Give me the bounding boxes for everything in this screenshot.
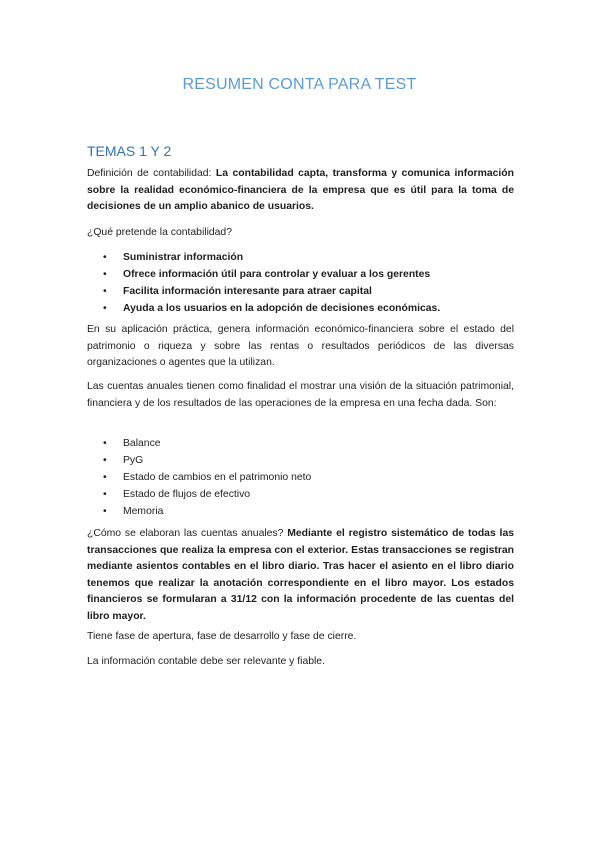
bullet-icon: • bbox=[103, 252, 107, 263]
list-item: • Suministrar información bbox=[87, 249, 514, 266]
list-item: • Ayuda a los usuarios en la adopción de decisiones económicas. bbox=[87, 300, 514, 317]
list-item: • Estado de flujos de efectivo bbox=[87, 486, 514, 503]
elaboration-question: ¿Cómo se elaboran las cuentas anuales? bbox=[87, 528, 288, 539]
list-item: • Estado de cambios en el patrimonio neto bbox=[87, 469, 514, 486]
aims-list bbox=[87, 249, 514, 317]
definition-label: Definición de contabilidad: bbox=[87, 168, 216, 179]
bullet-icon: • bbox=[103, 472, 107, 483]
relevance-paragraph: La información contable debe ser relevante y fiable. bbox=[87, 656, 325, 667]
elaboration-answer: Mediante el registro sistemático de todas las transacciones que realiza la empresa con el exterior. Estas transacciones se registran mediante asientos contables en el libro diario. Tras hacer el asiento en el libro diario tenemos que realizar la anotación correspondiente en el libro mayor. Los estados financieros se formularan a 31/12 con la información procedente de las cuentas del libro mayor. bbox=[87, 528, 514, 622]
bullet-icon: • bbox=[103, 506, 107, 517]
bullet-icon: • bbox=[103, 303, 107, 314]
bullet-icon: • bbox=[103, 438, 107, 449]
phases-paragraph: Tiene fase de apertura, fase de desarrollo y fase de cierre. bbox=[87, 631, 357, 642]
accounts-paragraph: Las cuentas anuales tienen como finalidad el mostrar una visión de la situación patrimonial, financiera y de los resultados de las operaciones de la empresa en una fecha dada. Son: bbox=[87, 381, 514, 409]
list-item: • PyG bbox=[87, 452, 514, 469]
bullet-icon: • bbox=[103, 286, 107, 297]
question-aims: ¿Qué pretende la contabilidad? bbox=[87, 227, 232, 238]
definition-paragraph bbox=[87, 166, 514, 216]
practice-paragraph: En su aplicación práctica, genera información económico-financiera sobre el estado del patrimonio o riqueza y sobre las rentas o resultados periódicos de las diversas organizaciones o agentes que la utilizan. bbox=[87, 324, 514, 369]
accounts-list bbox=[87, 435, 514, 520]
definition-text: La contabilidad capta, transforma y comunica información sobre la realidad económico-financiera de la empresa que es útil para la toma de decisiones de un amplio abanico de usuarios. bbox=[87, 168, 514, 213]
document-title: RESUMEN CONTA PARA TEST bbox=[182, 76, 417, 93]
list-item: • Facilita información interesante para atraer capital bbox=[87, 283, 514, 300]
list-item: • Memoria bbox=[87, 503, 514, 520]
list-item: • Balance bbox=[87, 435, 514, 452]
list-item: • Ofrece información útil para controlar y evaluar a los gerentes bbox=[87, 266, 514, 283]
section-heading: TEMAS 1 Y 2 bbox=[87, 143, 172, 159]
bullet-icon: • bbox=[103, 269, 107, 280]
elaboration-paragraph bbox=[87, 526, 514, 626]
bullet-icon: • bbox=[103, 489, 107, 500]
bullet-icon: • bbox=[103, 455, 107, 466]
